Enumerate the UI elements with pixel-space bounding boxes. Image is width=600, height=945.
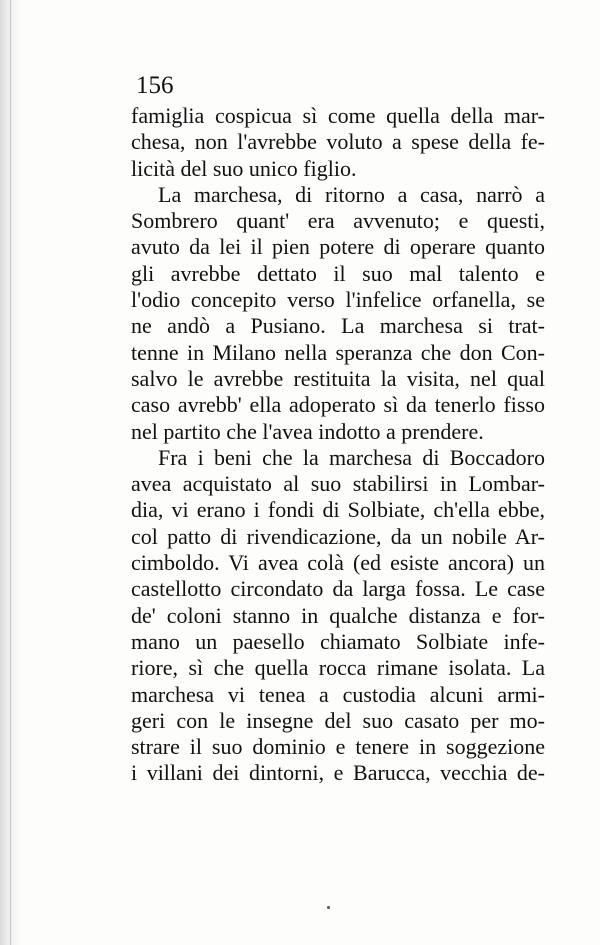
text-line: riore, sì che quella rocca rimane isolata. La: [131, 655, 545, 681]
text-line: tenne in Milano nella speranza che don Con-: [131, 339, 545, 365]
body-text: [131, 103, 545, 787]
text-line: salvo le avrebbe restituita la visita, nel qual: [131, 365, 545, 391]
text-line: licità del suo unico figlio.: [131, 155, 357, 181]
text-line: marchesa vi tenea a custodia alcuni armi-: [131, 681, 545, 707]
text-line: gli avrebbe dettato il suo mal talento e: [131, 260, 545, 286]
text-line: nel partito che l'avea indotto a prendere.: [131, 418, 484, 444]
text-line: de' coloni stanno in qualche distanza e for-: [131, 602, 545, 628]
text-line: cimboldo. Vi avea colà (ed esiste ancora) un: [131, 550, 545, 576]
page-gutter-line: [10, 0, 11, 945]
text-line: famiglia cospicua sì come quella della mar-: [131, 103, 545, 128]
text-line: mano un paesello chiamato Solbiate infe-: [131, 628, 545, 654]
text-line: avea acquistato al suo stabilirsi in Lombar-: [131, 471, 545, 497]
text-line: strare il suo dominio e tenere in soggezione: [131, 734, 545, 760]
text-line: castellotto circondato da larga fossa. Le case: [131, 576, 545, 602]
print-speck: [327, 906, 330, 909]
text-line: Sombrero quant' era avvenuto; e questi,: [131, 208, 545, 234]
page-number: 156: [136, 72, 174, 99]
text-line: col patto di rivendicazione, da un nobile Ar-: [131, 523, 545, 549]
text-line: geri con le insegne del suo casato per mo-: [131, 707, 545, 733]
text-line: chesa, non l'avrebbe voluto a spese della fe-: [131, 129, 545, 155]
text-line: caso avrebb' ella adoperato sì da tenerlo fisso: [131, 392, 545, 418]
text-line: avuto da lei il pien potere di operare quanto: [131, 234, 545, 260]
text-line: i villani dei dintorni, e Barucca, vecchia de-: [131, 760, 545, 786]
text-line: l'odio concepito verso l'infelice orfanella, se: [131, 287, 545, 313]
text-line: La marchesa, di ritorno a casa, narrò a: [158, 181, 545, 207]
text-line: Fra i beni che la marchesa di Boccadoro: [158, 444, 545, 470]
text-line: ne andò a Pusiano. La marchesa si trat-: [131, 313, 545, 339]
text-line: dia, vi erano i fondi di Solbiate, ch'ella ebbe,: [131, 497, 545, 523]
